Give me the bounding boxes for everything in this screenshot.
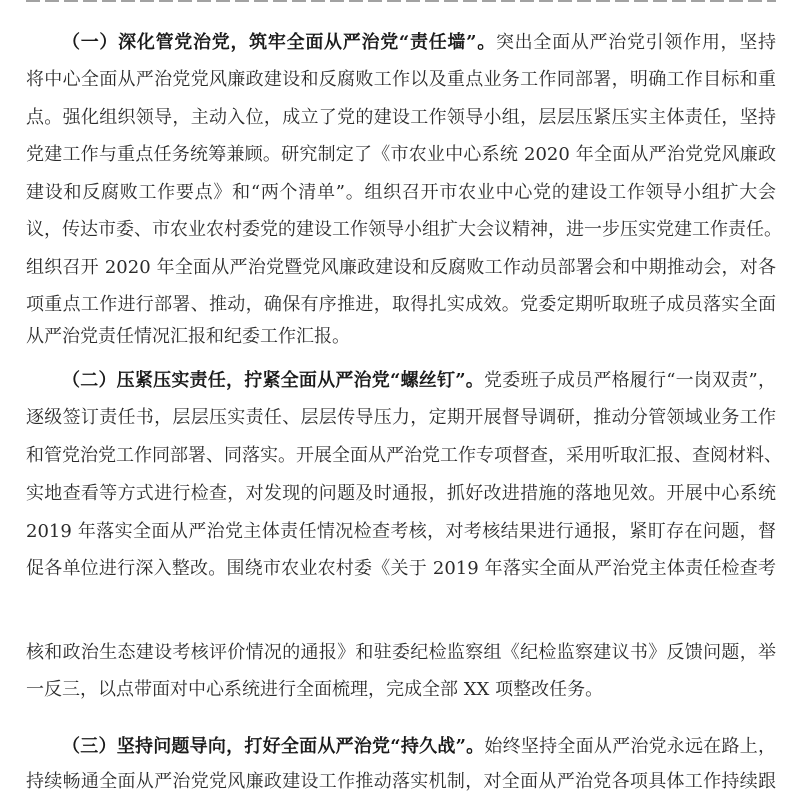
paragraph-2-text: 党委班子成员严格履行“一岗双责”，: [484, 370, 776, 391]
paragraph-1-line: 点。强化组织领导，主动入位，成立了党的建设工作领导小组，层层压紧压实主体责任，坚持: [26, 107, 776, 128]
paragraph-2-line: 一反三，以点带面对中心系统进行全面梳理，完成全部 XX 项整改任务。: [26, 679, 604, 700]
paragraph-1-heading: （一）深化管党治党，筑牢全面从严治党“责任墙”。: [62, 32, 496, 53]
paragraph-3-text: 始终坚持全面从严治党永远在路上，: [484, 736, 776, 757]
paragraph-1-line: 议，传达市委、市农业农村委党的建设工作领导小组扩大会议精神，进一步压实党建工作责任。: [26, 219, 782, 240]
paragraph-3-line: 持续畅通全面从严治党党风廉政建设工作推动落实机制，对全面从严治党各项具体工作持续跟: [26, 771, 776, 792]
paragraph-2-line: 和管党治党工作同部署、同落实。开展全面从严治党工作专项督查，采用听取汇报、查阅材料、: [26, 445, 782, 466]
paragraph-1-line: 组织召开 2020 年全面从严治党暨党风廉政建设和反腐败工作动员部署会和中期推动会，对各: [26, 257, 776, 278]
paragraph-2-heading: （二）压紧压实责任，拧紧全面从严治党“螺丝钉”。: [62, 370, 485, 391]
paragraph-2-line: 核和政治生态建设考核评价情况的通报》和驻委纪检监察组《纪检监察建议书》反馈问题，举: [26, 642, 776, 663]
paragraph-2-line-1: [62, 370, 776, 392]
cut-off-previous-line: [26, 0, 776, 4]
paragraph-1-line: 将中心全面从严治党党风廉政建设和反腐败工作以及重点业务工作同部署，明确工作目标和重: [26, 69, 776, 90]
paragraph-1-line: 从严治党责任情况汇报和纪委工作汇报。: [26, 326, 350, 347]
paragraph-2-line: 实地查看等方式进行检查，对发现的问题及时通报，抓好改进措施的落地见效。开展中心系统: [26, 483, 776, 504]
paragraph-2-line: 促各单位进行深入整改。围绕市农业农村委《关于 2019 年落实全面从严治党主体责任检查考: [26, 558, 776, 579]
paragraph-2-line: 2019 年落实全面从严治党主体责任情况检查考核，对考核结果进行通报，紧盯存在问题，督: [26, 521, 776, 542]
paragraph-2-line: 逐级签订责任书，层层压实责任、层层传导压力，定期开展督导调研，推动分管领域业务工作: [26, 407, 776, 428]
paragraph-3-line-1: [62, 736, 776, 758]
paragraph-1-line: 项重点工作进行部署、推动，确保有序推进，取得扎实成效。党委定期听取班子成员落实全面: [26, 294, 776, 315]
paragraph-1-text: 突出全面从严治党引领作用，坚持: [495, 32, 776, 53]
paragraph-1-line: 党建工作与重点任务统筹兼顾。研究制定了《市农业中心系统 2020 年全面从严治党党风廉政: [26, 144, 776, 165]
paragraph-1-line-1: [62, 32, 776, 54]
paragraph-1-line: 建设和反腐败工作要点》和“两个清单”。组织召开市农业中心党的建设工作领导小组扩大会: [26, 182, 776, 203]
paragraph-3-heading: （三）坚持问题导向，打好全面从严治党“持久战”。: [62, 736, 485, 757]
